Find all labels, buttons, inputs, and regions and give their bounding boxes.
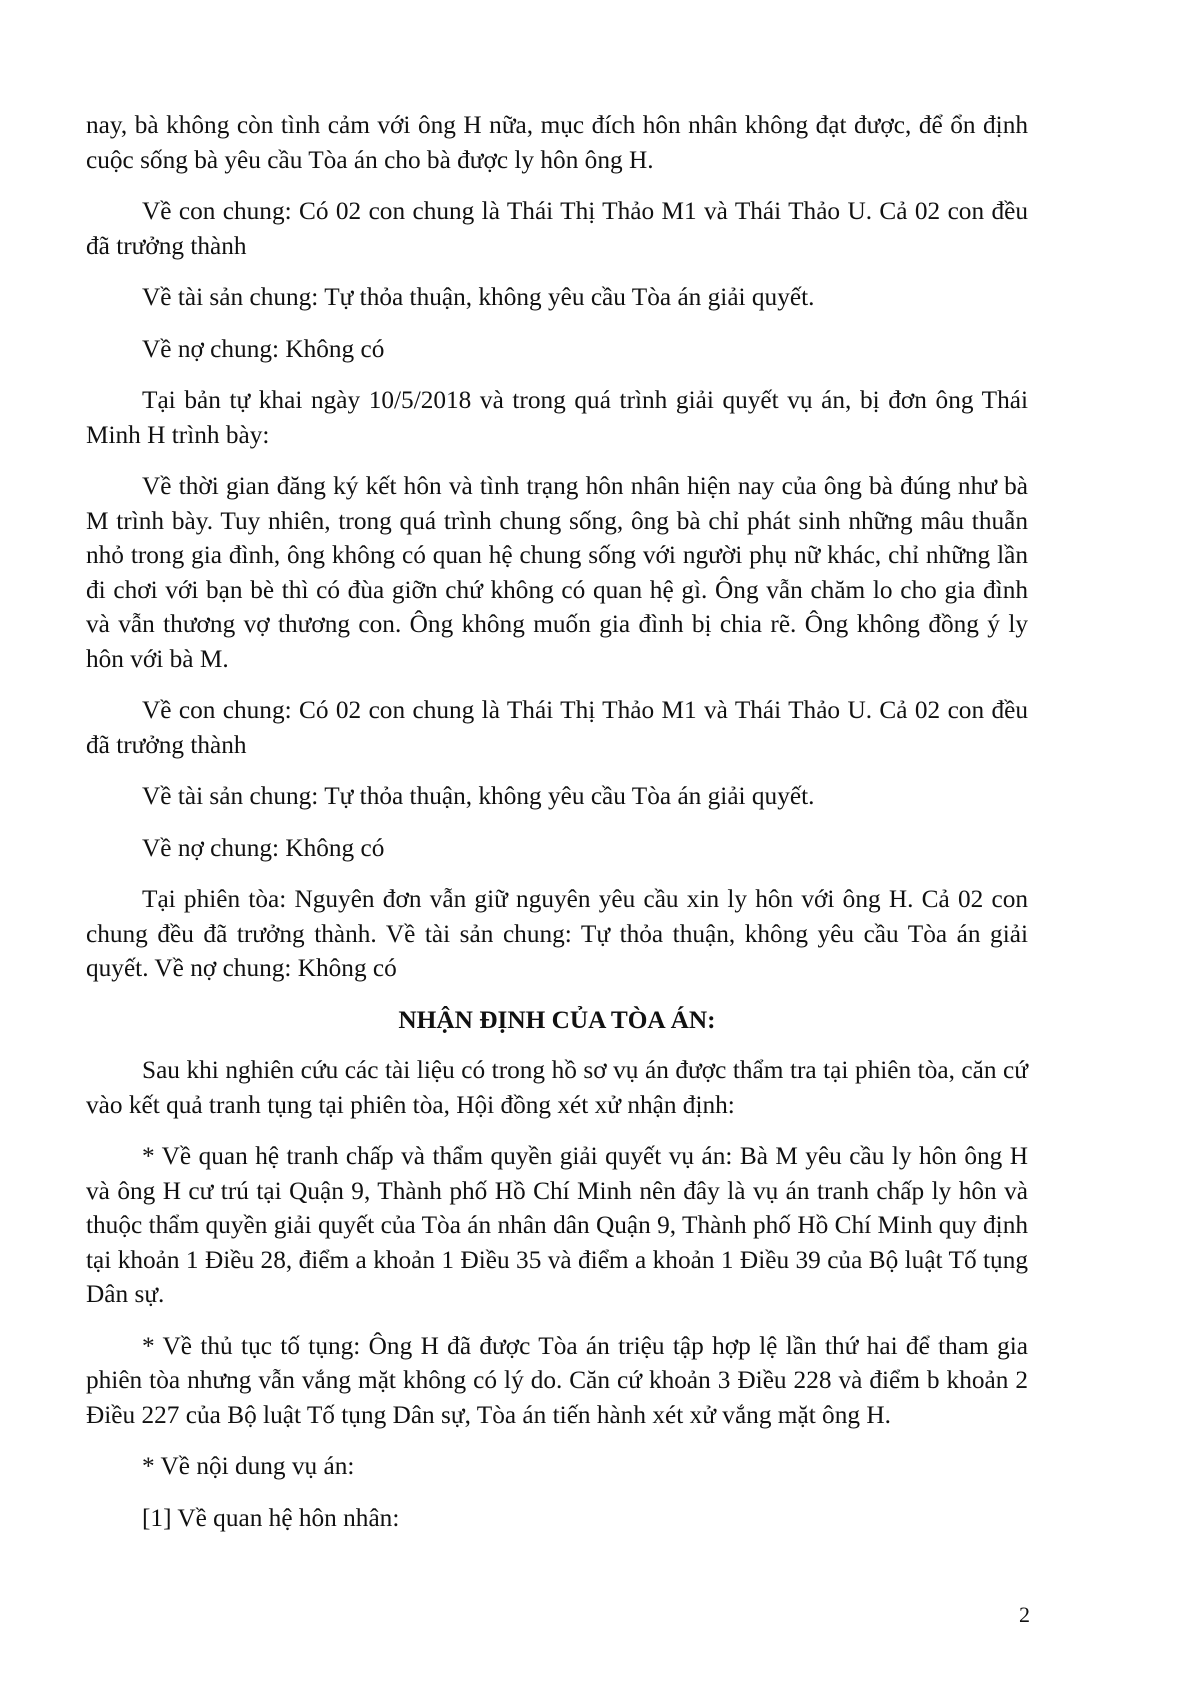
section-heading: NHẬN ĐỊNH CỦA TÒA ÁN:	[398, 1005, 716, 1034]
document-body	[86, 108, 1028, 1552]
paragraph-court-review: Sau khi nghiên cứu các tài liệu có trong hồ sơ vụ án được thẩm tra tại phiên tòa, căn cứ vào kết quả tranh tụng tại phiên tòa, Hội đồng xét xử nhận định:	[86, 1056, 1028, 1119]
paragraph-jurisdiction: * Về quan hệ tranh chấp và thẩm quyền giải quyết vụ án: Bà M yêu cầu ly hôn ông H và ông H cư trú tại Quận 9, Thành phố Hồ Chí Minh nên đây là vụ án tranh chấp ly hôn và thuộc thẩm quyền giải quyết của Tòa án nhân dân Quận 9, Thành phố Hồ Chí Minh quy định tại khoản 1 Điều 28, điểm a khoản 1 Điều 35 và điểm a khoản 1 Điều 39 của Bộ luật Tố tụng Dân sự.	[86, 1142, 1028, 1308]
paragraph-debt-2: Về nợ chung: Không có	[142, 833, 385, 862]
paragraph-continued: nay, bà không còn tình cảm với ông H nữa, mục đích hôn nhân không đạt được, để ổn định cuộc sống bà yêu cầu Tòa án cho bà được ly hôn ông H.	[86, 111, 1028, 174]
page-number: 2	[1019, 1602, 1030, 1627]
paragraph-property-2: Về tài sản chung: Tự thỏa thuận, không yêu cầu Tòa án giải quyết.	[142, 782, 815, 810]
paragraph-children-2: Về con chung: Có 02 con chung là Thái Thị Thảo M1 và Thái Thảo U. Cả 02 con đều đã trưởng thành	[86, 696, 1028, 759]
paragraph-children: Về con chung: Có 02 con chung là Thái Thị Thảo M1 và Thái Thảo U. Cả 02 con đều đã trưởng thành	[86, 197, 1028, 260]
paragraph-debt: Về nợ chung: Không có	[142, 334, 385, 363]
paragraph-property: Về tài sản chung: Tự thỏa thuận, không yêu cầu Tòa án giải quyết.	[142, 283, 815, 311]
paragraph-procedure: * Về thủ tục tố tụng: Ông H đã được Tòa án triệu tập hợp lệ lần thứ hai để tham gia phiên tòa nhưng vẫn vắng mặt không có lý do. Căn cứ khoản 3 Điều 228 và điểm b khoản 2 Điều 227 của Bộ luật Tố tụng Dân sự, Tòa án tiến hành xét xử vắng mặt ông H.	[86, 1331, 1028, 1429]
paragraph-defendant-statement: Về thời gian đăng ký kết hôn và tình trạng hôn nhân hiện nay của ông bà đúng như bà M trình bày. Tuy nhiên, trong quá trình chung sống, ông bà chỉ phát sinh những mâu thuẫn nhỏ trong gia đình, ông không có quan hệ chung sống với người phụ nữ khác, chỉ những lần đi chơi với bạn bè thì có đùa giỡn chứ không có quan hệ gì. Ông vẫn chăm lo cho gia đình và vẫn thương vợ thương con. Ông không muốn gia đình bị chia rẽ. Ông không đồng ý ly hôn với bà M.	[86, 472, 1028, 673]
paragraph-marriage-relation: [1] Về quan hệ hôn nhân:	[142, 1503, 400, 1532]
paragraph-defendant-intro: Tại bản tự khai ngày 10/5/2018 và trong quá trình giải quyết vụ án, bị đơn ông Thái Minh H trình bày:	[86, 386, 1028, 449]
paragraph-case-content: * Về nội dung vụ án:	[142, 1452, 355, 1480]
paragraph-at-trial: Tại phiên tòa: Nguyên đơn vẫn giữ nguyên yêu cầu xin ly hôn với ông H. Cả 02 con chung đều đã trưởng thành. Về tài sản chung: Tự thỏa thuận, không yêu cầu Tòa án giải quyết. Về nợ chung: Không có	[86, 885, 1028, 982]
